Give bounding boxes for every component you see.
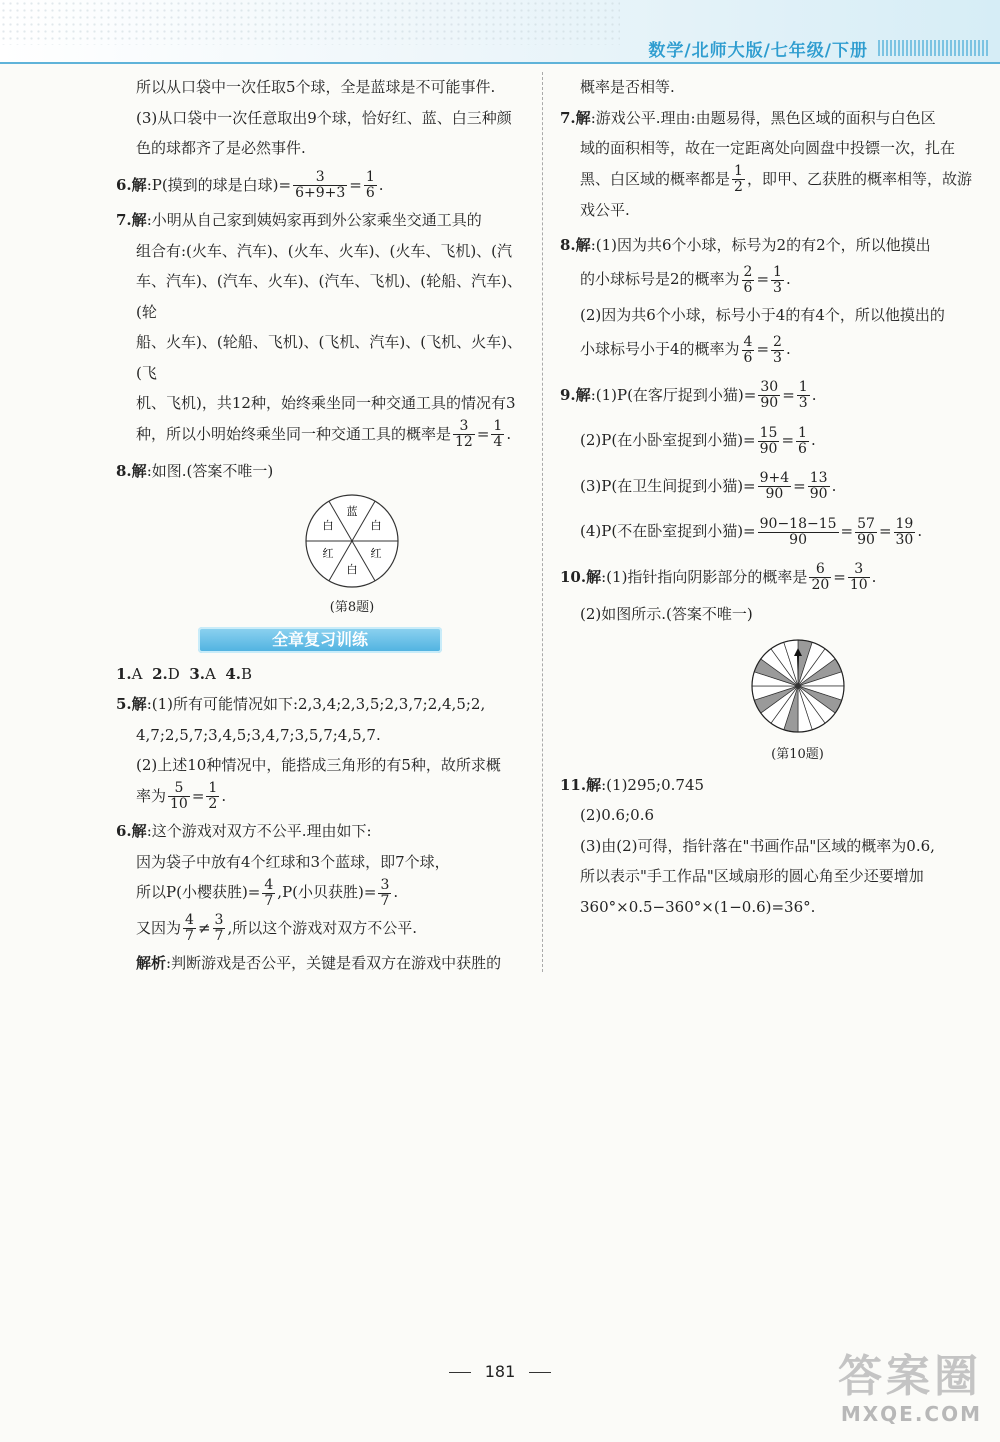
text-line (560, 516, 975, 548)
denominator: 3 (798, 395, 808, 411)
fraction (364, 170, 377, 201)
answer-text: 又因为 (136, 918, 182, 937)
numerator: 3 (293, 170, 347, 186)
equals-sign: = (782, 385, 795, 404)
period: . (785, 340, 791, 358)
period: . (221, 786, 227, 805)
answer-keyword: 解 (575, 385, 591, 404)
fraction (758, 471, 792, 502)
denominator: 3 (773, 349, 782, 366)
wheel-sector-label: 白 (370, 518, 382, 532)
section-banner: 全章复习训练 (198, 627, 442, 653)
watermark-url: MXQE.COM (840, 1402, 982, 1426)
numerator: 1 (208, 780, 218, 796)
fraction (168, 781, 190, 812)
multiple-choice-answers (116, 659, 528, 690)
choice-answer: A (131, 664, 143, 683)
watermark-logo: 答案圈 (838, 1351, 982, 1402)
answer-text: 黑、白区域的概率都是 (580, 169, 731, 188)
answer-text: :(1)所有可能情况如下:2,3,4;2,3,5;2,3,7;2,4,5;2, (146, 695, 486, 713)
fraction (758, 380, 780, 411)
fraction (797, 380, 810, 411)
numerator: 15 (759, 424, 778, 441)
text-line: 车、汽车)、(汽车、火车)、(汽车、飞机)、(轮船、汽车)、(轮 (136, 272, 522, 321)
choice-answer: B (241, 664, 253, 683)
text-line (560, 264, 975, 296)
equals-sign: = (781, 431, 795, 449)
numerator: 2 (773, 333, 782, 350)
equals-sign: = (793, 476, 806, 495)
numerator: 1 (493, 418, 503, 434)
answer-text: (2)P(在小卧室捉到小猫)= (580, 431, 756, 449)
fraction (732, 164, 745, 195)
question-number: 3. (189, 664, 205, 683)
numerator: 3 (380, 876, 390, 893)
denominator: 7 (214, 928, 224, 944)
text-line: (2)如图所示.(答案不唯一) (580, 605, 753, 623)
period: . (506, 424, 512, 443)
denominator: 30 (895, 531, 914, 548)
figure-10 (560, 636, 975, 764)
numerator: 4 (185, 912, 194, 928)
text-line: 组合有:(火车、汽车)、(火车、火车)、(火车、飞机)、(汽 (136, 241, 513, 260)
numerator: 19 (895, 515, 914, 532)
period: . (811, 385, 817, 404)
question-number: 8. (560, 235, 576, 254)
equals-sign: = (476, 424, 490, 443)
answer-keyword: 解 (575, 235, 591, 254)
fraction (742, 335, 755, 366)
column-divider (542, 72, 543, 972)
answer-text: :判断游戏是否公平，关键是看双方在游戏中获胜的 (166, 954, 502, 972)
fraction (894, 517, 916, 548)
fraction (758, 517, 839, 548)
text-line: (2)0.6;0.6 (580, 806, 655, 824)
answer-7-right (560, 103, 975, 134)
answer-text: :小明从自己家到姨妈家再到外公家乘坐交通工具的 (146, 211, 482, 229)
numerator: 3 (453, 419, 475, 435)
watermark (772, 1352, 982, 1432)
answer-10 (560, 562, 975, 594)
text-line (116, 913, 528, 945)
answer-8 (116, 456, 528, 487)
denominator: 3 (773, 279, 782, 296)
right-column (560, 72, 975, 922)
numerator: 2 (743, 263, 753, 280)
answer-text: :(1)P(在客厅捉到小猫)= (590, 385, 757, 404)
answer-text: 率为 (136, 786, 167, 805)
text-line (116, 781, 528, 813)
text-line: (3)由(2)可得，指针落在"书画作品"区域的概率为0.6, (580, 836, 935, 855)
question-number: 1. (116, 664, 132, 683)
answer-text: :这个游戏对双方不公平.理由如下: (146, 822, 372, 840)
choice-answer: A (204, 664, 216, 683)
text-line: 所以表示"手工作品"区域扇形的圆心角至少还要增加 (580, 867, 924, 885)
denominator: 12 (455, 434, 473, 450)
footer-dash (449, 1372, 471, 1373)
answer-keyword: 解 (131, 175, 147, 194)
answer-8-right (560, 230, 975, 261)
wheel-sector-label: 蓝 (346, 504, 358, 518)
fraction (206, 781, 219, 812)
denominator: 6+9+3 (295, 185, 346, 201)
answer-text: :P(摸到的球是白球)= (146, 175, 292, 194)
denominator: 20 (811, 577, 830, 593)
numerator: 13 (809, 470, 828, 486)
answer-text: (3)P(在卫生间捉到小猫)= (580, 476, 756, 495)
question-number: 2. (152, 664, 168, 683)
answer-7 (116, 205, 528, 236)
fraction (796, 426, 809, 457)
figure-8 (116, 491, 528, 617)
equals-sign: = (840, 522, 854, 540)
answer-keyword: 解 (586, 775, 602, 794)
numerator: 5 (168, 781, 190, 797)
header-title: 数学/北师大版/七年级/下册 (648, 40, 868, 61)
denominator: 90 (789, 531, 807, 548)
question-number: 7. (560, 108, 576, 127)
text-line (560, 471, 975, 503)
wheel-sector-label: 白 (322, 518, 334, 532)
denominator: 90 (765, 486, 784, 502)
question-number: 6. (116, 822, 132, 840)
answer-text: :(1)因为共6个小球，标号为2的有2个，所以他摸出 (590, 235, 931, 254)
denominator: 6 (365, 185, 375, 201)
answer-text: ,P(小贝获胜)= (277, 883, 377, 901)
fraction (742, 265, 755, 296)
answer-6 (116, 170, 528, 202)
answer-text: 所以P(小樱获胜)= (136, 883, 261, 901)
denominator: 7 (185, 928, 194, 944)
header-rule (0, 62, 1000, 64)
answer-keyword: 解 (131, 695, 147, 713)
question-number: 8. (116, 462, 132, 480)
choice-answer: D (167, 664, 180, 683)
numerator: 1 (798, 379, 808, 395)
left-column (116, 72, 528, 979)
numerator: 1 (773, 263, 782, 280)
equals-sign: = (349, 175, 362, 194)
text-line: (2)因为共6个小球，标号小于4的有4个，所以他摸出的 (580, 305, 945, 324)
denominator: 10 (849, 577, 868, 593)
numerator: 1 (798, 424, 807, 441)
running-header (648, 36, 988, 60)
answer-6b (116, 816, 528, 847)
answer-text: :如图.(答案不唯一) (146, 462, 274, 480)
answer-9 (560, 380, 975, 412)
equals-sign: = (191, 786, 205, 805)
fraction (848, 562, 870, 593)
denominator: 90 (760, 395, 779, 411)
answer-keyword: 解 (131, 211, 147, 229)
text-line: 船、火车)、(轮船、飞机)、(飞机、汽车)、(飞机、火车)、(飞 (136, 333, 522, 382)
fraction (262, 878, 275, 909)
denominator: 6 (743, 279, 753, 296)
footer-dash (529, 1372, 551, 1373)
text-line: 色的球都齐了是必然事件. (136, 139, 306, 157)
denominator: 90 (857, 531, 875, 548)
answer-5 (116, 689, 528, 720)
fraction (771, 265, 784, 296)
answer-keyword: 解 (131, 822, 147, 840)
fraction (293, 170, 347, 201)
fraction (213, 913, 226, 944)
wheel-sector-label: 白 (346, 562, 358, 576)
answer-keyword: 解 (131, 462, 147, 480)
answer-text: ，即甲、乙获胜的概率相等，故游 (746, 169, 972, 188)
fraction (378, 878, 391, 909)
wheel-sector-label: 红 (322, 546, 334, 560)
answer-text: :(1)295;0.745 (601, 775, 705, 794)
equals-sign: = (833, 567, 846, 586)
fraction (809, 562, 831, 593)
denominator: 2 (734, 179, 743, 195)
text-line: (3)从口袋中一次任意取出9个球，恰好红、蓝、白三种颜 (136, 108, 512, 127)
answer-text: :游戏公平.理由:由题易得，黑色区域的面积与白色区 (590, 108, 936, 127)
question-number: 11. (560, 775, 587, 794)
text-line: 因为袋子中放有4个红球和3个蓝球，即7个球， (136, 852, 450, 871)
numerator: 30 (760, 379, 779, 395)
fraction (758, 426, 780, 457)
figure-caption: (第8题) (329, 599, 375, 615)
equals-sign: = (878, 522, 892, 540)
numerator: 57 (857, 515, 875, 532)
text-line: 所以从口袋中一次任取5个球，全是蓝球是不可能事件. (136, 78, 496, 96)
equals-sign: = (756, 340, 770, 358)
question-number: 7. (116, 211, 132, 229)
spinner-wheel-figure (302, 491, 402, 591)
text-line (560, 164, 975, 196)
spinner-figure (748, 636, 848, 736)
text-line: 360°×0.5−360°×(1−0.6)=36°. (580, 897, 816, 916)
fraction (808, 471, 830, 502)
period: . (871, 567, 877, 586)
answer-text: 的小球标号是2的概率为 (580, 270, 740, 288)
denominator: 6 (798, 440, 807, 457)
answer-keyword: 解 (586, 567, 602, 586)
answer-text: (4)P(不在卧室捉到小猫)= (580, 522, 756, 540)
period: . (831, 476, 837, 495)
dot-pattern (0, 0, 620, 45)
numerator: 1 (365, 169, 375, 185)
numerator: 4 (743, 333, 753, 350)
answer-keyword: 解 (575, 108, 591, 127)
analysis-keyword: 解析 (136, 954, 167, 972)
analysis-line (116, 948, 528, 979)
text-line: 戏公平. (580, 201, 630, 219)
answer-text: 小球标号小于4的概率为 (580, 340, 740, 358)
denominator: 10 (170, 796, 188, 812)
question-number: 4. (225, 664, 242, 683)
denominator: 7 (380, 892, 390, 909)
numerator: 9+4 (759, 470, 790, 486)
answer-text: 种，所以小明始终乘坐同一种交通工具的概率是 (136, 424, 452, 443)
text-line: (2)上述10种情况中，能搭成三角形的有5种，故所求概 (136, 756, 501, 774)
text-line (560, 425, 975, 457)
numerator: 1 (734, 163, 743, 179)
text-line: 4,7;2,5,7;3,4,5;3,4,7;3,5,7;4,5,7. (136, 725, 381, 744)
answer-text: :(1)指针指向阴影部分的概率是 (601, 567, 808, 586)
page-number: 181 (484, 1362, 516, 1381)
fraction (491, 419, 504, 450)
text-line (116, 419, 528, 451)
equals-sign: = (756, 270, 770, 288)
numerator: 3 (214, 912, 224, 928)
period: . (917, 522, 923, 540)
numerator: 4 (264, 876, 274, 893)
not-equal-sign: ≠ (197, 918, 211, 937)
numerator: 6 (809, 562, 831, 578)
question-number: 5. (116, 695, 132, 713)
denominator: 90 (809, 486, 828, 502)
text-line: 概率是否相等. (580, 78, 675, 96)
text-line (116, 877, 528, 909)
header-stripes (878, 40, 988, 56)
fraction (771, 335, 784, 366)
denominator: 6 (743, 349, 753, 366)
question-number: 6. (116, 175, 132, 194)
numerator: 3 (848, 562, 870, 578)
period: . (785, 270, 791, 288)
period: . (810, 431, 816, 449)
wheel-sector-label: 红 (370, 546, 382, 560)
figure-caption: (第10题) (771, 746, 824, 762)
denominator: 90 (759, 440, 778, 457)
text-line (560, 334, 975, 366)
text-line: 域的面积相等，故在一定距离处向圆盘中投镖一次，扎在 (580, 139, 956, 157)
fraction (183, 913, 196, 944)
question-number: 9. (560, 385, 576, 404)
fraction (855, 517, 877, 548)
denominator: 2 (208, 796, 218, 812)
period: . (378, 175, 384, 194)
numerator: 90−18−15 (759, 515, 837, 532)
question-number: 10. (560, 567, 587, 586)
period: . (393, 883, 399, 901)
denominator: 7 (264, 892, 274, 909)
text-line: 机、飞机)，共12种，始终乘坐同一种交通工具的情况有3 (136, 394, 516, 412)
fraction (453, 419, 475, 450)
answer-11 (560, 770, 975, 801)
denominator: 4 (493, 434, 503, 450)
answer-text: ,所以这个游戏对双方不公平. (227, 918, 417, 937)
